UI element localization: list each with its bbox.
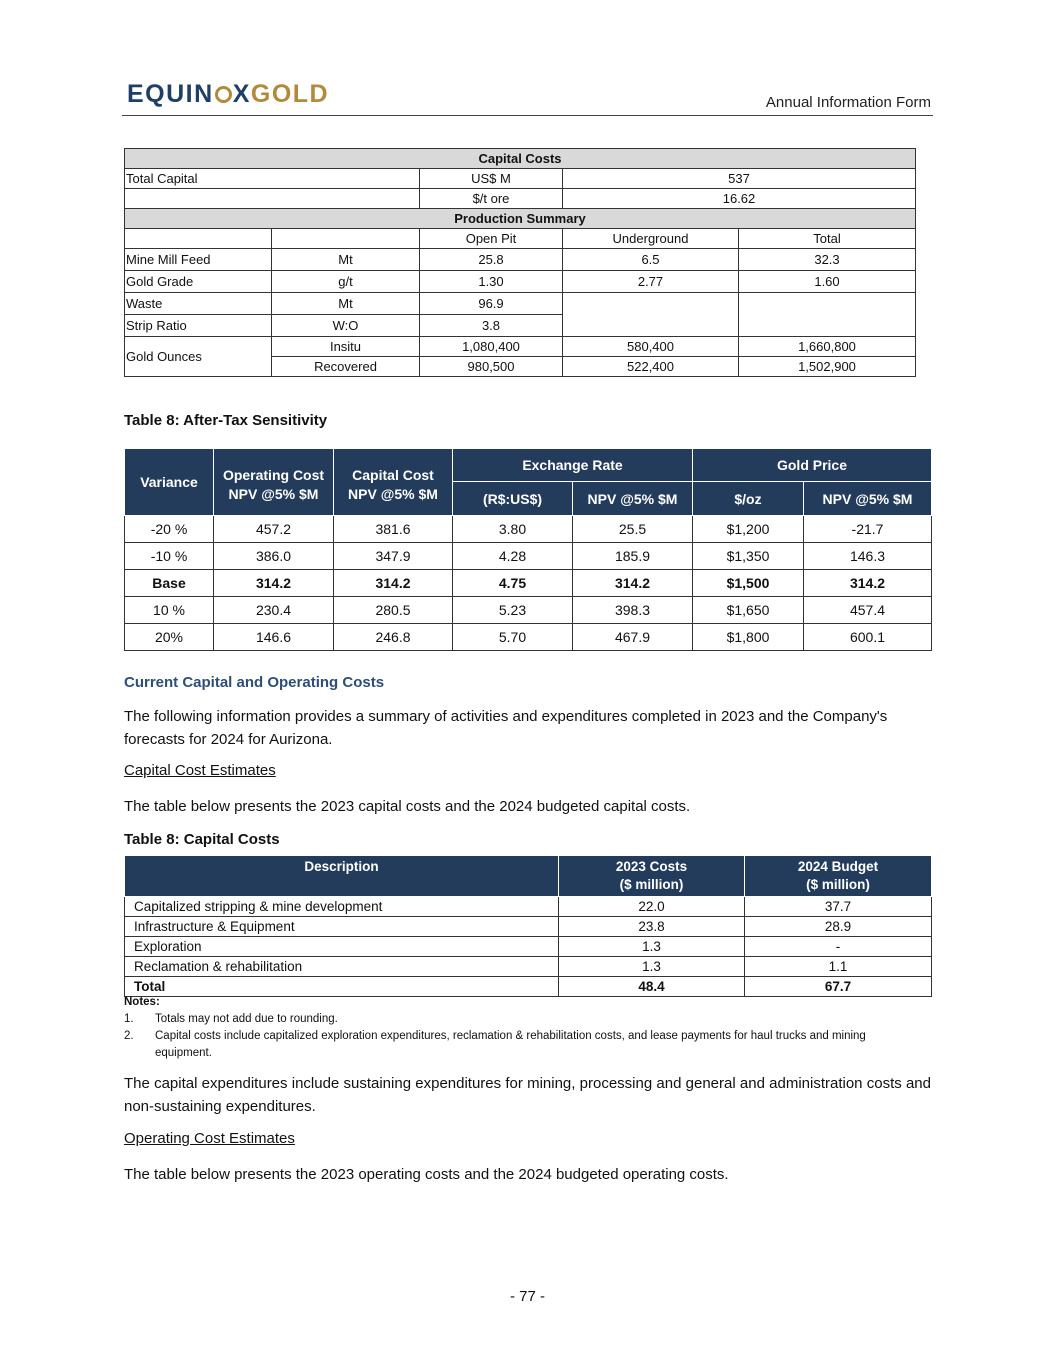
unit-per-t: $/t ore [420,189,563,209]
table-row: Waste Mt 96.9 [125,293,916,315]
header-variance: Variance [125,449,214,516]
note-item: 1. Totals may not add due to rounding. [124,1013,338,1025]
table-row-total: Total 48.4 67.7 [125,977,932,997]
col-total: Total [739,229,916,249]
paragraph-capital-costs: The table below presents the 2023 capital costs and the 2024 budgeted capital costs. [124,798,691,815]
table-row-base: Base 314.2 314.2 4.75 314.2 $1,500 314.2 [125,570,932,597]
table-row: 10 % 230.4 280.5 5.23 398.3 $1,650 457.4 [125,597,932,624]
table-row: Gold Ounces Insitu 1,080,400 580,400 1,660,800 [125,337,916,357]
header-per-oz: $/oz [693,482,804,516]
value-usd: 537 [563,169,916,189]
logo-o-ring [215,86,232,103]
capital-costs-table [124,855,932,997]
paragraph-capital-expenditures: The capital expenditures include sustaining expenditures for mining, processing and general and administration costs and non-sustaining expenditures. [124,1075,931,1115]
header-capital-cost: Capital Cost NPV @5% $M [334,449,453,516]
table-row: 20% 146.6 246.8 5.70 467.9 $1,800 600.1 [125,624,932,651]
table-row: Recovered 980,500 522,400 1,502,900 [125,357,916,377]
subheading-capital-cost-estimates: Capital Cost Estimates [124,762,276,779]
header-2024-budget: 2024 Budget ($ million) [745,856,932,897]
header-gold-price: Gold Price [693,449,932,482]
header-rs-usd: (R$:US$) [453,482,573,516]
gold-ounces-label: Gold Ounces [125,337,272,377]
production-summary-heading: Production Summary [125,209,916,229]
header-divider [122,115,933,116]
header-exchange-rate: Exchange Rate [453,449,693,482]
total-capital-label: Total Capital [125,169,420,189]
col-open-pit: Open Pit [420,229,563,249]
section-heading: Current Capital and Operating Costs [124,674,385,691]
paragraph-operating-costs: The table below presents the 2023 operating costs and the 2024 budgeted operating costs. [124,1166,729,1183]
unit-usd: US$ M [420,169,563,189]
document-title: Annual Information Form [765,94,931,111]
notes-heading: Notes: [124,996,160,1008]
table-row: Strip Ratio W:O 3.8 [125,315,916,337]
subheading-operating-cost-estimates: Operating Cost Estimates [124,1130,295,1147]
page-number: - 77 - [509,1288,545,1305]
table-row: Mine Mill Feed Mt 25.8 6.5 32.3 [125,249,916,271]
table-row: -20 % 457.2 381.6 3.80 25.5 $1,200 -21.7 [125,516,932,543]
note-item: 2. Capital costs include capitalized exploration expenditures, reclamation & rehabilitation costs, and lease payments for haul trucks and mining equipment. [124,1030,866,1059]
table-row: -10 % 386.0 347.9 4.28 185.9 $1,350 146.3 [125,543,932,570]
header-description: Description [125,856,559,897]
table-row: Infrastructure & Equipment 23.8 28.9 [125,917,932,937]
after-tax-sensitivity-table [124,448,932,651]
col-underground: Underground [563,229,739,249]
table-row: Gold Grade g/t 1.30 2.77 1.60 [125,271,916,293]
table-row: Capitalized stripping & mine development 22.0 37.7 [125,897,932,917]
capital-costs-table-caption: Table 8: Capital Costs [124,831,280,848]
table-notes [124,994,924,1062]
sensitivity-table-caption: Table 8: After-Tax Sensitivity [124,412,328,429]
header-gp-npv: NPV @5% $M [804,482,932,516]
table-row: Exploration 1.3 - [125,937,932,957]
header-er-npv: NPV @5% $M [573,482,693,516]
header-operating-cost: Operating Cost NPV @5% $M [214,449,334,516]
table-row: Reclamation & rehabilitation 1.3 1.1 [125,957,932,977]
capital-costs-heading: Capital Costs [125,149,916,169]
company-logo: EQUIN XGOLD [127,80,330,108]
capital-production-summary-table [124,148,916,377]
header-2023-costs: 2023 Costs ($ million) [559,856,745,897]
paragraph-intro: The following information provides a summary of activities and expenditures completed in 2023 and the Company's forecasts for 2024 for Aurizona. [124,708,888,748]
value-per-t: 16.62 [563,189,916,209]
